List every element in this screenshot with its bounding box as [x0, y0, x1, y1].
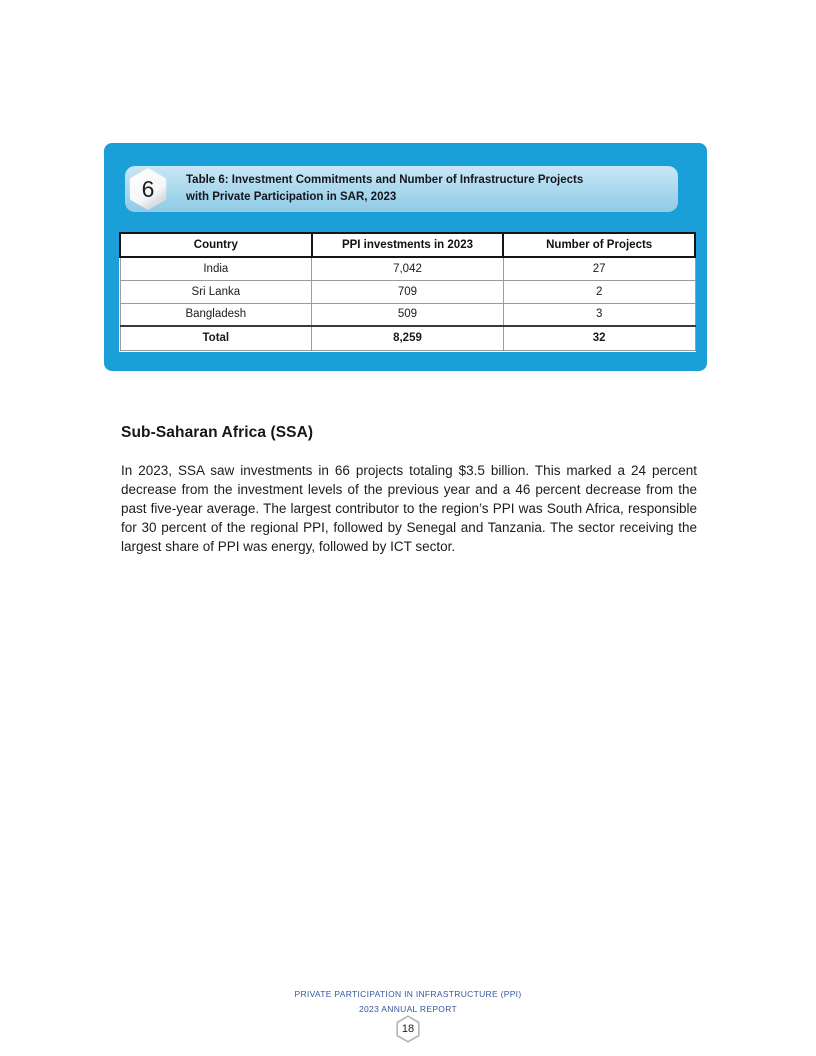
table-row: [120, 303, 695, 326]
cell-investment: 509: [312, 303, 504, 326]
column-header-projects: Number of Projects: [503, 233, 695, 257]
cell-total-projects: 32: [503, 326, 695, 350]
column-header-country: Country: [120, 233, 312, 257]
cell-investment: 709: [312, 280, 504, 303]
cell-country: India: [120, 257, 312, 280]
table-row: [120, 280, 695, 303]
table-number-badge: [127, 168, 169, 210]
cell-country: Sri Lanka: [120, 280, 312, 303]
table-header-row: [120, 233, 695, 257]
investment-table-container: [119, 232, 696, 352]
page-number: 18: [401, 1023, 415, 1035]
section-paragraph: In 2023, SSA saw investments in 66 projects totaling $3.5 billion. This marked a 24 percent decrease from the investment levels of the previous year and a 46 percent decrease from the past five-year average. The largest contributor to the region’s PPI was South Africa, responsible for 30 percent of the regional PPI, followed by Senegal and Tanzania. The sector receiving the largest share of PPI was energy, followed by ICT sector.: [121, 463, 697, 554]
cell-projects: 27: [503, 257, 695, 280]
section-heading: Sub-Saharan Africa (SSA): [121, 424, 314, 441]
table-caption-line2: with Private Participation in SAR, 2023: [186, 191, 397, 203]
cell-projects: 2: [503, 280, 695, 303]
table-panel: [104, 143, 707, 371]
cell-investment: 7,042: [312, 257, 504, 280]
footer-report-title: PRIVATE PARTICIPATION IN INFRASTRUCTURE (PPI): [294, 989, 522, 999]
investment-table: [119, 232, 696, 351]
cell-projects: 3: [503, 303, 695, 326]
cell-country: Bangladesh: [120, 303, 312, 326]
table-total-row: [120, 326, 695, 350]
page-number-badge: [393, 1014, 423, 1044]
cell-total-investment: 8,259: [312, 326, 504, 350]
table-caption: [186, 172, 666, 206]
table-caption-bar: [125, 166, 678, 212]
column-header-investments: PPI investments in 2023: [312, 233, 504, 257]
table-caption-line1: Table 6: Investment Commitments and Number of Infrastructure Projects: [186, 174, 584, 186]
cell-total-label: Total: [120, 326, 312, 350]
footer-report-subtitle: 2023 ANNUAL REPORT: [359, 1004, 457, 1014]
table-number: 6: [141, 175, 155, 202]
table-row: [120, 257, 695, 280]
